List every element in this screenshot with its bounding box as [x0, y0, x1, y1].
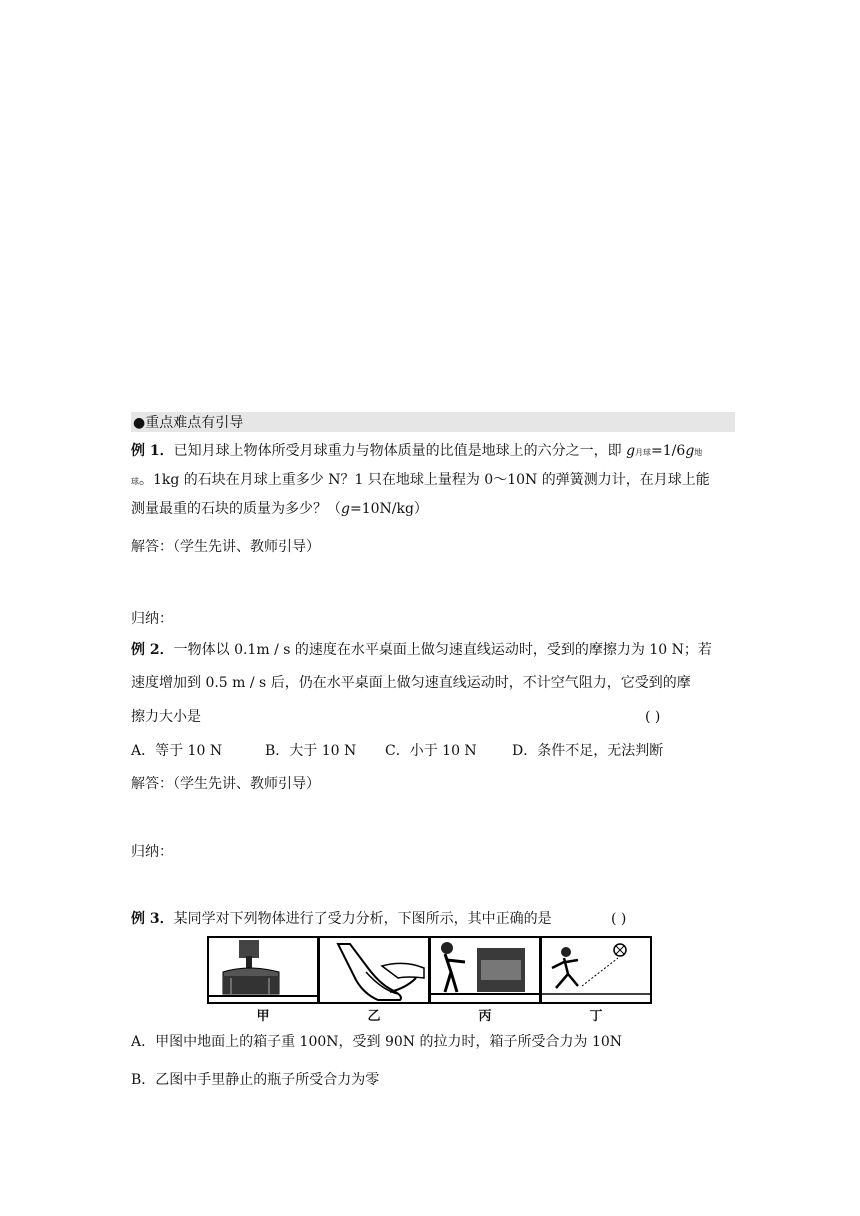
- example-1-answer: 解答：（学生先讲、教师引导）: [131, 539, 320, 555]
- example-1-line-2: 球。1kg 的石块在月球上重多少 N？1 只在地球上量程为 0～10N 的弹簧测力计，在月球上能: [131, 472, 710, 488]
- figure-label-yi: 乙: [367, 1009, 381, 1024]
- option-b: B．大于 10 N: [265, 743, 357, 759]
- force-analysis-figure: [207, 936, 651, 1024]
- example-1-label: 例 1: [131, 443, 160, 459]
- example-3-option-b: B．乙图中手里静止的瓶子所受合力为零: [131, 1072, 380, 1088]
- example-1-line-3: 测量最重的石块的质量为多少？（g=10N/kg）: [131, 501, 428, 517]
- example-2-answer: 解答：（学生先讲、教师引导）: [131, 776, 320, 792]
- example-2-line-2: 速度增加到 0.5 m / s 后，仍在水平桌面上做匀速直线运动时，不计空气阻力，它受到的摩: [131, 675, 691, 691]
- example-1-line-1: 例 1．已知月球上物体所受月球重力与物体质量的比值是地球上的六分之一，即 g月球=1/6g地: [131, 443, 703, 459]
- section-heading: ●重点难点有引导: [131, 412, 735, 432]
- box-pull-illustration: [209, 938, 317, 1002]
- bottle-in-hand-illustration: [320, 938, 428, 1002]
- example-2-label: 例 2: [131, 642, 160, 658]
- figure-panel-jia: [207, 936, 319, 1004]
- figure-panel-bing: [429, 936, 541, 1004]
- example-2-line-1: 例 2．一物体以 0.1m / s 的速度在水平桌面上做匀速直线运动时，受到的摩擦力为 10 N；若: [131, 642, 712, 658]
- example-3-option-a: A．甲图中地面上的箱子重 100N，受到 90N 的拉力时，箱子所受合力为 10N: [131, 1034, 623, 1050]
- figure-label-jia: 甲: [256, 1009, 270, 1024]
- answer-paren: ( ): [611, 911, 627, 927]
- example-3-line-1: 例 3．某同学对下列物体进行了受力分析，下图所示，其中正确的是 ( ): [131, 905, 731, 934]
- figure-panel-yi: [318, 936, 430, 1004]
- example-1-summary: 归纳：: [131, 611, 173, 627]
- figure-label-ding: 丁: [589, 1009, 603, 1024]
- answer-paren: ( ): [645, 709, 661, 725]
- figure-label-bing: 丙: [478, 1009, 492, 1024]
- option-d: D．条件不足，无法判断: [512, 743, 664, 759]
- example-2-summary: 归纳：: [131, 844, 173, 860]
- example-3-label: 例 3: [131, 911, 160, 927]
- option-c: C．小于 10 N: [385, 743, 477, 759]
- push-box-illustration: [431, 938, 539, 1002]
- kick-ball-illustration: [542, 938, 650, 1002]
- option-a: A．等于 10 N: [131, 743, 223, 759]
- figure-panel-ding: [540, 936, 652, 1004]
- example-2-line-3: 擦力大小是 ( ): [131, 703, 731, 732]
